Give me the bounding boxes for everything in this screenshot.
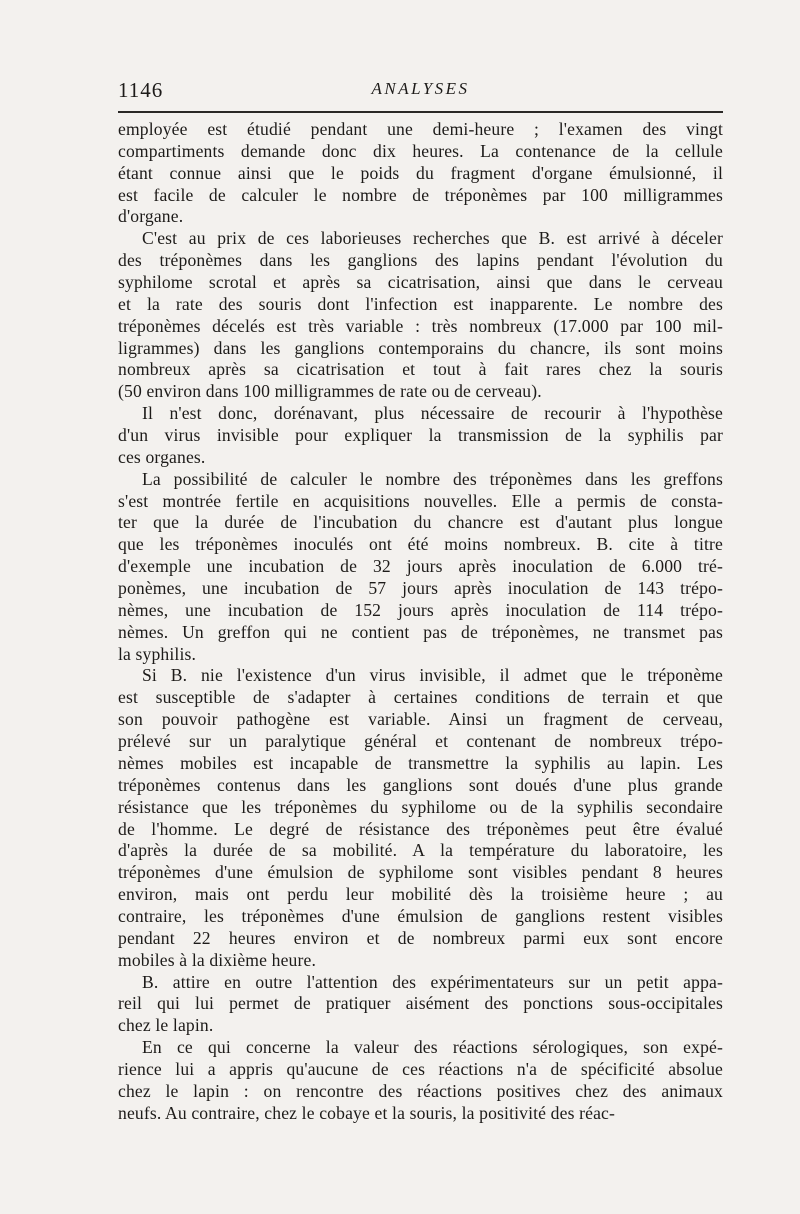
text-line: ligrammes) dans les ganglions contemporains du chancre, ils sont moins — [118, 337, 723, 358]
paragraph — [118, 665, 723, 971]
text-line: pendant 22 heures environ et de nombreux parmi eux sont encore — [118, 927, 723, 948]
text-line: tréponèmes d'une émulsion de syphilome sont visibles pendant 8 heures — [118, 862, 723, 883]
text-line: chez le lapin. — [118, 1015, 214, 1036]
text-line: chez le lapin : on rencontre des réactions positives chez des animaux — [118, 1080, 723, 1101]
text-line: ter que la durée de l'incubation du chancre est d'autant plus longue — [118, 512, 723, 533]
text-line: nèmes. Un greffon qui ne contient pas de tréponèmes, ne transmet pas — [118, 621, 723, 642]
text-line: d'organe. — [118, 206, 184, 227]
text-line: (50 environ dans 100 milligrammes de rate ou de cerveau). — [118, 381, 542, 402]
body-text — [118, 119, 723, 1125]
text-line: nèmes, une incubation de 152 jours après inoculation de 114 trépo- — [118, 599, 723, 620]
text-line: compartiments demande donc dix heures. La contenance de la cellule — [118, 140, 723, 161]
text-line: prélevé sur un paralytique général et contenant de nombreux trépo- — [118, 731, 723, 752]
text-line: ces organes. — [118, 446, 206, 467]
text-line: employée est étudié pendant une demi-heure ; l'examen des vingt — [118, 119, 723, 139]
text-line: B. attire en outre l'attention des expérimentateurs sur un petit appa- — [142, 971, 723, 992]
text-line: En ce qui concerne la valeur des réactions sérologiques, son expé- — [142, 1037, 723, 1058]
text-line: son pouvoir pathogène est variable. Ainsi un fragment de cerveau, — [118, 709, 723, 730]
text-line: C'est au prix de ces laborieuses recherches que B. est arrivé à déceler — [142, 228, 723, 249]
paragraph — [118, 228, 723, 403]
text-line: la syphilis. — [118, 643, 197, 664]
text-line: mobiles à la dixième heure. — [118, 949, 317, 970]
text-line: neufs. Au contraire, chez le cobaye et la souris, la positivité des réac- — [118, 1102, 616, 1123]
header-rule — [118, 111, 723, 113]
text-line: environ, mais ont perdu leur mobilité dès la troisième heure ; au — [118, 884, 723, 905]
text-line: d'après la durée de sa mobilité. A la température du laboratoire, les — [118, 840, 723, 861]
text-line: s'est montrée fertile en acquisitions nouvelles. Elle a permis de consta- — [118, 490, 723, 511]
text-line: rience lui a appris qu'aucune de ces réactions n'a de spécificité absolue — [118, 1058, 723, 1079]
text-line: La possibilité de calculer le nombre des tréponèmes dans les greffons — [142, 468, 723, 489]
text-line: des tréponèmes dans les ganglions des lapins pendant l'évolution du — [118, 250, 723, 271]
text-line: d'exemple une incubation de 32 jours après inoculation de 6.000 tré- — [118, 556, 723, 577]
text-line: et la rate des souris dont l'infection est inapparente. Le nombre des — [118, 293, 723, 314]
paragraph — [118, 403, 723, 469]
text-line: tréponèmes décelés est très variable : très nombreux (17.000 par 100 mil- — [118, 315, 723, 336]
running-title: ANALYSES — [371, 79, 470, 98]
paragraph — [118, 1037, 723, 1124]
text-line: Si B. nie l'existence d'un virus invisible, il admet que le tréponème — [142, 665, 723, 686]
text-line: ponèmes, une incubation de 57 jours après inoculation de 143 trépo- — [118, 578, 723, 599]
running-header — [118, 74, 723, 104]
text-line: de l'homme. Le degré de résistance des tréponèmes peut être évalué — [118, 818, 723, 839]
text-line: contraire, les tréponèmes d'une émulsion de ganglions restent visibles — [118, 905, 723, 926]
text-line: d'un virus invisible pour expliquer la transmission de la syphilis par — [118, 425, 723, 446]
text-line: nèmes mobiles est incapable de transmettre la syphilis au lapin. Les — [118, 752, 723, 773]
text-line: syphilome scrotal et après sa cicatrisation, ainsi que dans le cerveau — [118, 272, 723, 293]
text-line: reil qui lui permet de pratiquer aisément des ponctions sous-occipitales — [118, 993, 723, 1014]
text-line: que les tréponèmes inoculés ont été moins nombreux. B. cite à titre — [118, 534, 723, 555]
text-line: Il n'est donc, dorénavant, plus nécessaire de recourir à l'hypothèse — [142, 403, 723, 424]
paragraph — [118, 119, 723, 228]
paragraph — [118, 469, 723, 666]
text-line: étant connue ainsi que le poids du fragment d'organe émulsionné, il — [118, 162, 723, 183]
text-line: résistance que les tréponèmes du syphilome ou de la syphilis secondaire — [118, 796, 723, 817]
text-line: nombreux après sa cicatrisation et tout à fait rares chez la souris — [118, 359, 723, 380]
text-line: est facile de calculer le nombre de tréponèmes par 100 milligrammes — [118, 184, 723, 205]
page-number: 1146 — [118, 78, 164, 102]
paragraph — [118, 972, 723, 1038]
text-line: est susceptible de s'adapter à certaines conditions de terrain et que — [118, 687, 723, 708]
text-line: tréponèmes contenus dans les ganglions sont doués d'une plus grande — [118, 774, 723, 795]
